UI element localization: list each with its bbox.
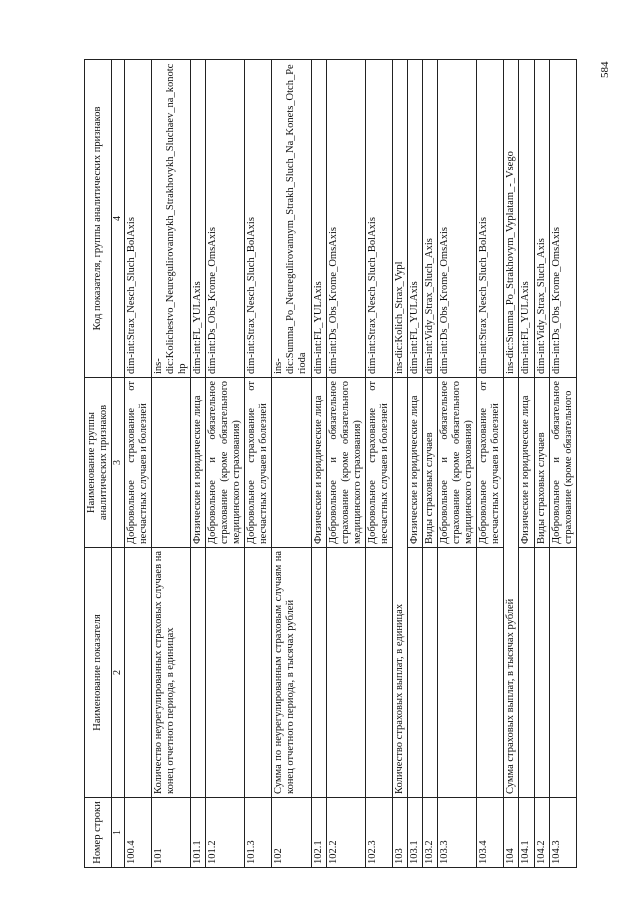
group-name-cell: Добровольное страхование от несчастных случаев и болезней: [124, 378, 151, 548]
table-row: [407, 60, 422, 868]
group-name-cell: [151, 378, 190, 548]
table-row: [477, 60, 504, 868]
group-name-cell: Физические и юридические лица: [311, 378, 326, 548]
code-cell: dim-int:Ds_Obs_Krome_OmsAxis: [206, 60, 245, 378]
indicator-table: [84, 59, 577, 868]
code-cell: dim-int:FL_YULAxis: [407, 60, 422, 378]
code-cell: dim-int:Ds_Obs_Krome_OmsAxis: [549, 60, 576, 378]
indicator-name-cell: [326, 548, 365, 798]
code-cell: ins-dic:Summa_Po_Strakhovym_Vyplatam_-_Vsego: [504, 60, 519, 378]
table-row: [519, 60, 534, 868]
column-number: 3: [112, 378, 125, 548]
table-row: [124, 60, 151, 868]
table-row: [311, 60, 326, 868]
table-row: [392, 60, 407, 868]
column-number-row: [112, 60, 125, 868]
indicator-name-cell: Количество неурегулированных страховых случаев на конец отчетного периода, в единицах: [151, 548, 190, 798]
indicator-name-cell: [407, 548, 422, 798]
group-name-cell: Добровольное страхование от несчастных случаев и болезней: [245, 378, 272, 548]
header-indicator-name: Наименование показателя: [85, 548, 112, 798]
indicator-name-cell: [206, 548, 245, 798]
column-number: 2: [112, 548, 125, 798]
column-number: 1: [112, 798, 125, 868]
indicator-name-cell: [311, 548, 326, 798]
indicator-name-cell: [477, 548, 504, 798]
table-row: [534, 60, 549, 868]
row-number-cell: 104.3: [549, 798, 576, 868]
row-number-cell: 104.1: [519, 798, 534, 868]
indicator-name-cell: Количество страховых выплат, в единицах: [392, 378, 407, 798]
row-number-cell: 103: [392, 798, 407, 868]
header-group-name: Наименование группы аналитических признаков: [85, 378, 112, 548]
group-name-cell: Добровольное и обязательное страхование (кроме обязательного медицинского страхования): [206, 378, 245, 548]
page-number: 584: [599, 61, 611, 78]
group-name-cell: Физические и юридические лица: [407, 378, 422, 548]
code-cell: dim-int:FL_YULAxis: [190, 60, 205, 378]
indicator-name-cell: [245, 548, 272, 798]
code-cell: ins-dic:Kolich_Strax_Vypl: [392, 60, 407, 378]
row-number-cell: 102: [272, 798, 311, 868]
row-number-cell: 103.2: [423, 798, 438, 868]
group-name-cell: Физические и юридические лица: [519, 378, 534, 548]
row-number-cell: 101.1: [190, 798, 205, 868]
table-row: [190, 60, 205, 868]
indicator-name-cell: [423, 548, 438, 798]
group-name-cell: Добровольное страхование от несчастных случаев и болезней: [477, 378, 504, 548]
code-cell: dim-int:FL_YULAxis: [519, 60, 534, 378]
table-row: [272, 60, 311, 868]
row-number-cell: 102.1: [311, 798, 326, 868]
indicator-name-cell: Сумма по неурегулированным страховым случаям на конец отчетного периода, в тысячах рублей: [272, 548, 311, 798]
column-number: 4: [112, 60, 125, 378]
group-name-cell: Физические и юридические лица: [190, 378, 205, 548]
group-name-cell: Добровольное и обязательное страхование (кроме обязательного: [549, 378, 576, 548]
row-number-cell: 101.2: [206, 798, 245, 868]
table-row: [504, 60, 519, 868]
code-cell: dim-int:Vidy_Strax_Sluch_Axis: [423, 60, 438, 378]
table-row: [326, 60, 365, 868]
row-number-cell: 101: [151, 798, 190, 868]
table-row: [151, 60, 190, 868]
header-row-number: Номер строки: [85, 798, 112, 868]
code-cell: dim-int:Strax_Nesch_Sluch_BolAxis: [124, 60, 151, 378]
group-name-cell: [272, 378, 311, 548]
code-cell: ins-dic:Summa_Po_Neuregulirovannym_Strakh_Sluch_Na_Konets_Otch_Perioda: [272, 60, 311, 378]
row-number-cell: 100.4: [124, 798, 151, 868]
group-name-cell: Виды страховых случаев: [423, 378, 438, 548]
header-code: Код показателя, группы аналитических признаков: [85, 60, 112, 378]
indicator-name-cell: [365, 548, 392, 798]
table-body: [112, 60, 577, 868]
indicator-name-cell: [438, 548, 477, 798]
code-cell: dim-int:Strax_Nesch_Sluch_BolAxis: [365, 60, 392, 378]
group-name-cell: Добровольное страхование от несчастных случаев и болезней: [365, 378, 392, 548]
indicator-name-cell: [124, 548, 151, 798]
table-row: [438, 60, 477, 868]
indicator-name-cell: [549, 548, 576, 798]
code-cell: dim-int:Ds_Obs_Krome_OmsAxis: [326, 60, 365, 378]
indicator-name-cell: [190, 548, 205, 798]
row-number-cell: 102.2: [326, 798, 365, 868]
row-number-cell: 104.2: [534, 798, 549, 868]
code-cell: dim-int:FL_YULAxis: [311, 60, 326, 378]
indicator-name-cell: [534, 548, 549, 798]
table-row: [245, 60, 272, 868]
row-number-cell: 103.4: [477, 798, 504, 868]
group-name-cell: Добровольное и обязательное страхование (кроме обязательного медицинского страхования): [326, 378, 365, 548]
code-cell: dim-int:Vidy_Strax_Sluch_Axis: [534, 60, 549, 378]
group-name-cell: Добровольное и обязательное страхование (кроме обязательного медицинского страхования): [438, 378, 477, 548]
indicator-name-cell: Сумма страховых выплат, в тысячах рублей: [504, 378, 519, 798]
code-cell: ins-dic:Kolichestvo_Neuregulirovannykh_Strakhovykh_Sluchaev_na_konotchp: [151, 60, 190, 378]
indicator-name-cell: [519, 548, 534, 798]
rotated-page: [84, 60, 588, 868]
table-row: [206, 60, 245, 868]
table-header-row: [85, 60, 112, 868]
group-name-cell: Виды страховых случаев: [534, 378, 549, 548]
table-row: [549, 60, 576, 868]
table-row: [423, 60, 438, 868]
code-cell: dim-int:Strax_Nesch_Sluch_BolAxis: [245, 60, 272, 378]
row-number-cell: 104: [504, 798, 519, 868]
row-number-cell: 102.3: [365, 798, 392, 868]
table-row: [365, 60, 392, 868]
row-number-cell: 103.1: [407, 798, 422, 868]
row-number-cell: 103.3: [438, 798, 477, 868]
row-number-cell: 101.3: [245, 798, 272, 868]
code-cell: dim-int:Ds_Obs_Krome_OmsAxis: [438, 60, 477, 378]
code-cell: dim-int:Strax_Nesch_Sluch_BolAxis: [477, 60, 504, 378]
